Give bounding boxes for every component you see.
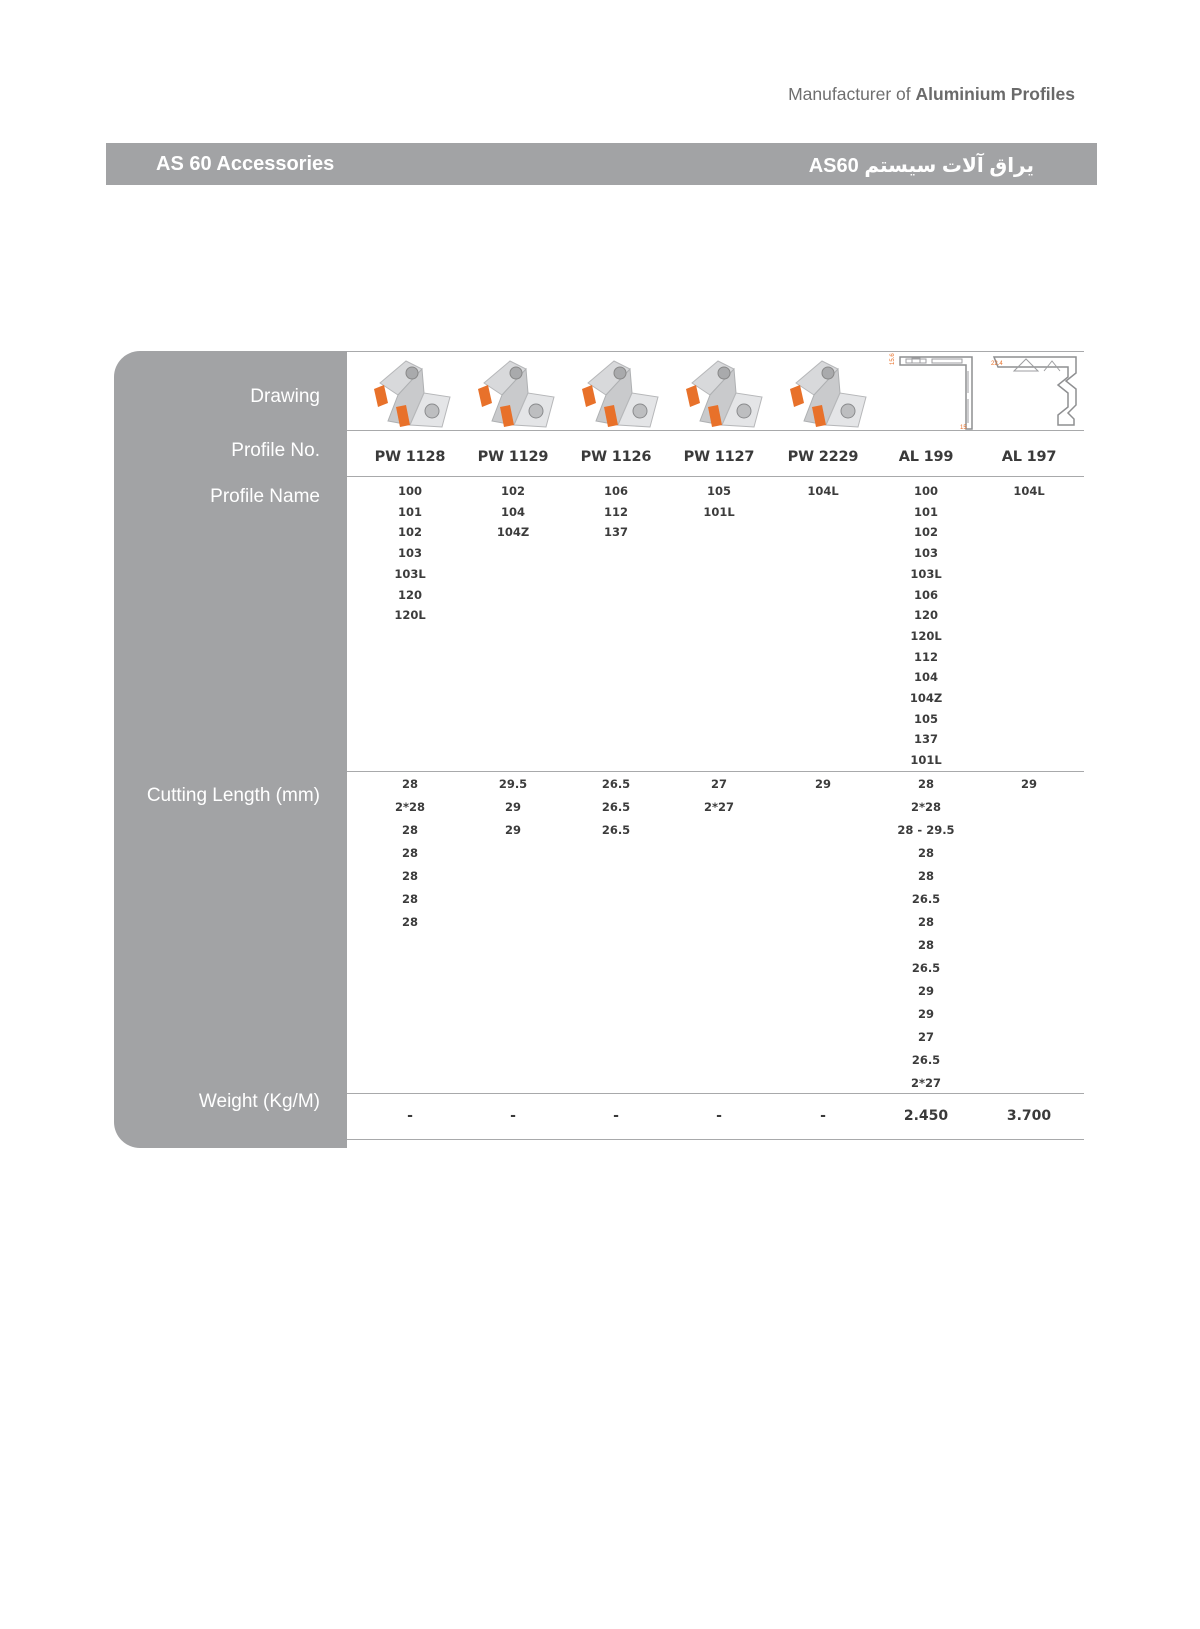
profile-no-pw2229: PW 2229 [787,449,859,465]
profile-name-cell: 137 [603,525,628,539]
banner-title-fa: یراق آلات سیستم AS60 [808,155,1034,177]
profile-name-cell: 104L [807,484,839,498]
cutting-length-cell: 27 [710,777,727,791]
weight-pw1129: - [510,1108,516,1124]
label-profile-no: Profile No. [231,440,320,461]
profile-name-cell: 112 [603,505,628,519]
profile-name-cell: 120L [394,608,426,622]
cutting-length-cell: 28 [917,938,934,952]
cutting-length-cell: 28 [917,915,934,929]
cutting-length-cell: 28 [401,915,418,929]
label-weight: Weight (Kg/M) [198,1091,320,1112]
cutting-length-cell: 29 [917,984,934,998]
profile-name-cell: 102 [397,525,422,539]
profile-name-cell: 100 [397,484,422,498]
cutting-length-cell: 26.5 [601,777,631,791]
profile-name-cell: 137 [913,732,938,746]
weight-pw1126: - [613,1108,619,1124]
cutting-length-cell: 28 [401,892,418,906]
profile-name-cell: 112 [913,650,938,664]
cutting-length-cell: 27 [917,1030,934,1044]
weight-pw2229: - [820,1108,826,1124]
profile-name-cell: 120L [910,629,942,643]
table-bottom-rule [347,1139,1084,1140]
cutting-length-cell: 28 [401,823,418,837]
profile-no-pw1129: PW 1129 [477,449,549,465]
bracket-icon [574,355,666,429]
row-label-panel [114,351,347,1148]
profile-name-cell: 102 [500,484,525,498]
corner-profile-icon [988,353,1084,431]
al199-dim-top: 15.6 [890,353,896,365]
profile-name-cell: 120 [397,588,422,602]
profile-name-cell: 101L [910,753,942,767]
tagline-bold: Aluminium Profiles [915,84,1075,104]
header-row-rule [347,476,1084,477]
bracket-icon [782,355,874,429]
cutting-length-cell: 29 [1020,777,1037,791]
cutting-length-cell: 26.5 [601,823,631,837]
table-top-rule [347,351,1084,352]
profile-name-cell: 101 [397,505,422,519]
profile-name-cell: 120 [913,608,938,622]
cutting-length-cell: 29 [917,1007,934,1021]
cutting-length-cell: 28 [401,777,418,791]
profile-name-cell: 102 [913,525,938,539]
cutting-length-cell: 29 [814,777,831,791]
cutting-length-cell: 2*28 [394,800,426,814]
profile-name-cell: 104 [500,505,525,519]
cutting-length-cell: 29 [504,823,521,837]
cutting-length-cell: 2*28 [910,800,942,814]
profile-no-al197: AL 197 [1001,449,1057,465]
bracket-icon [470,355,562,429]
profile-name-cell: 103 [913,546,938,560]
profile-name-cell: 103L [910,567,942,581]
profile-no-pw1128: PW 1128 [374,449,446,465]
profile-no-al199: AL 199 [898,449,954,465]
bracket-icon [678,355,770,429]
cutting-length-cell: 28 [401,846,418,860]
cutting-length-cell: 28 [917,869,934,883]
cutting-length-cell: 2*27 [703,800,735,814]
tagline-prefix: Manufacturer of [788,84,911,104]
al199-dim-bottom: 15 [960,425,967,431]
label-drawing: Drawing [250,386,320,407]
cutting-length-cell: 2*27 [910,1076,942,1090]
profile-name-cell: 103L [394,567,426,581]
cutting-length-cell: 29.5 [498,777,528,791]
profile-name-cell: 105 [706,484,731,498]
title-banner [106,143,1097,185]
profile-name-cell: 101 [913,505,938,519]
cutting-length-cell: 28 [917,777,934,791]
profile-name-cell: 106 [603,484,628,498]
cutting-length-cell: 29 [504,800,521,814]
cutting-length-cell: 28 [917,846,934,860]
tagline [788,84,1075,105]
banner-title-en: AS 60 Accessories [156,153,335,175]
cutting-length-cell: 28 - 29.5 [897,823,955,837]
cutting-length-cell: 26.5 [601,800,631,814]
corner-profile-icon [886,353,982,431]
profile-name-cell: 103 [397,546,422,560]
profile-name-cell: 104L [1013,484,1045,498]
cutting-length-cell: 26.5 [911,961,941,975]
profile-name-cell: 104Z [496,525,530,539]
weight-pw1128: - [407,1108,413,1124]
weight-pw1127: - [716,1108,722,1124]
profile-name-cell: 100 [913,484,938,498]
profile-name-cell: 106 [913,588,938,602]
profile-name-cell: 104Z [909,691,943,705]
profile-name-cell: 105 [913,712,938,726]
cutting-length-cell: 28 [401,869,418,883]
profile-name-cell: 101L [703,505,735,519]
cutting-length-cell: 26.5 [911,892,941,906]
cutting-row-rule [347,1093,1084,1094]
weight-al197: 3.700 [1006,1108,1052,1124]
names-row-rule [347,771,1084,772]
weight-al199: 2.450 [903,1108,949,1124]
label-cutting-length: Cutting Length (mm) [146,785,320,806]
profile-no-pw1126: PW 1126 [580,449,652,465]
bracket-icon [366,355,458,429]
al197-dim: 22.4 [991,361,1003,367]
profile-name-cell: 104 [913,670,938,684]
profile-no-pw1127: PW 1127 [683,449,755,465]
cutting-length-cell: 26.5 [911,1053,941,1067]
label-profile-name: Profile Name [210,486,320,507]
